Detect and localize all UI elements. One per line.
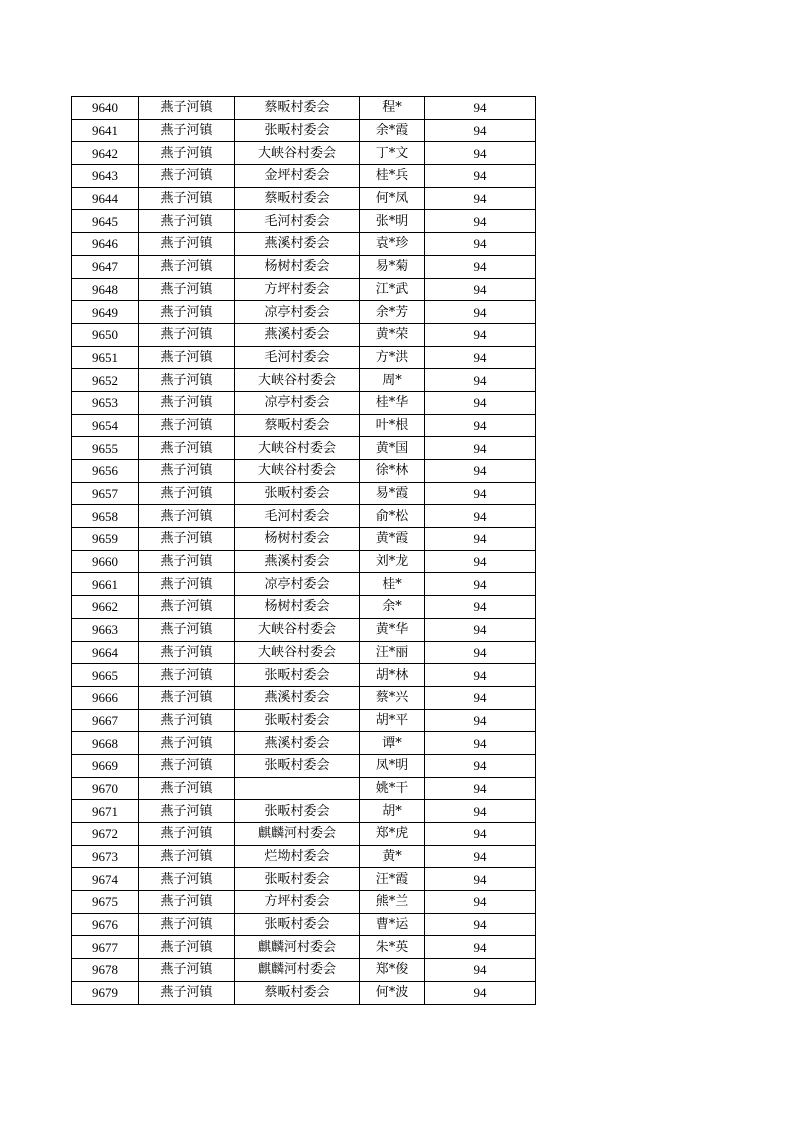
value-cell: 94 bbox=[425, 823, 536, 846]
table-row bbox=[72, 165, 536, 188]
row-number-cell: 9658 bbox=[72, 505, 139, 528]
row-number-cell: 9647 bbox=[72, 255, 139, 278]
value-cell: 94 bbox=[425, 777, 536, 800]
village-cell: 蔡畈村委会 bbox=[235, 981, 360, 1004]
village-cell: 烂坳村委会 bbox=[235, 845, 360, 868]
town-cell: 燕子河镇 bbox=[139, 959, 235, 982]
village-cell: 张畈村委会 bbox=[235, 709, 360, 732]
row-number-cell: 9641 bbox=[72, 119, 139, 142]
name-cell: 汪*霞 bbox=[360, 868, 425, 891]
village-cell: 大峡谷村委会 bbox=[235, 369, 360, 392]
table-row bbox=[72, 460, 536, 483]
town-cell: 燕子河镇 bbox=[139, 119, 235, 142]
row-number-cell: 9669 bbox=[72, 754, 139, 777]
town-cell: 燕子河镇 bbox=[139, 460, 235, 483]
table-row bbox=[72, 800, 536, 823]
village-cell bbox=[235, 777, 360, 800]
village-cell: 金坪村委会 bbox=[235, 165, 360, 188]
name-cell: 黄*国 bbox=[360, 437, 425, 460]
value-cell: 94 bbox=[425, 709, 536, 732]
row-number-cell: 9663 bbox=[72, 618, 139, 641]
village-cell: 杨树村委会 bbox=[235, 596, 360, 619]
value-cell: 94 bbox=[425, 460, 536, 483]
table-row bbox=[72, 664, 536, 687]
row-number-cell: 9644 bbox=[72, 187, 139, 210]
name-cell: 郑*俊 bbox=[360, 959, 425, 982]
town-cell: 燕子河镇 bbox=[139, 414, 235, 437]
table-row bbox=[72, 732, 536, 755]
row-number-cell: 9676 bbox=[72, 913, 139, 936]
table-row bbox=[72, 255, 536, 278]
village-cell: 麒麟河村委会 bbox=[235, 936, 360, 959]
row-number-cell: 9675 bbox=[72, 891, 139, 914]
table-row bbox=[72, 777, 536, 800]
name-cell: 何*波 bbox=[360, 981, 425, 1004]
name-cell: 朱*英 bbox=[360, 936, 425, 959]
town-cell: 燕子河镇 bbox=[139, 391, 235, 414]
row-number-cell: 9668 bbox=[72, 732, 139, 755]
village-cell: 张畈村委会 bbox=[235, 119, 360, 142]
row-number-cell: 9649 bbox=[72, 301, 139, 324]
table-row bbox=[72, 119, 536, 142]
row-number-cell: 9673 bbox=[72, 845, 139, 868]
village-cell: 毛河村委会 bbox=[235, 210, 360, 233]
village-cell: 麒麟河村委会 bbox=[235, 823, 360, 846]
value-cell: 94 bbox=[425, 391, 536, 414]
town-cell: 燕子河镇 bbox=[139, 346, 235, 369]
town-cell: 燕子河镇 bbox=[139, 800, 235, 823]
village-cell: 张畈村委会 bbox=[235, 664, 360, 687]
village-cell: 张畈村委会 bbox=[235, 913, 360, 936]
table-row bbox=[72, 482, 536, 505]
town-cell: 燕子河镇 bbox=[139, 981, 235, 1004]
row-number-cell: 9659 bbox=[72, 528, 139, 551]
name-cell: 黄*霞 bbox=[360, 528, 425, 551]
village-cell: 燕溪村委会 bbox=[235, 550, 360, 573]
town-cell: 燕子河镇 bbox=[139, 482, 235, 505]
table-row bbox=[72, 505, 536, 528]
value-cell: 94 bbox=[425, 187, 536, 210]
table-row bbox=[72, 981, 536, 1004]
row-number-cell: 9672 bbox=[72, 823, 139, 846]
table-row bbox=[72, 845, 536, 868]
town-cell: 燕子河镇 bbox=[139, 868, 235, 891]
table-row bbox=[72, 142, 536, 165]
town-cell: 燕子河镇 bbox=[139, 550, 235, 573]
name-cell: 余* bbox=[360, 596, 425, 619]
name-cell: 余*芳 bbox=[360, 301, 425, 324]
village-cell: 燕溪村委会 bbox=[235, 323, 360, 346]
village-cell: 杨树村委会 bbox=[235, 255, 360, 278]
table-row bbox=[72, 959, 536, 982]
table-body bbox=[72, 97, 536, 1005]
name-cell: 汪*丽 bbox=[360, 641, 425, 664]
row-number-cell: 9653 bbox=[72, 391, 139, 414]
name-cell: 凤*明 bbox=[360, 754, 425, 777]
name-cell: 易*霞 bbox=[360, 482, 425, 505]
name-cell: 周* bbox=[360, 369, 425, 392]
town-cell: 燕子河镇 bbox=[139, 233, 235, 256]
village-cell: 燕溪村委会 bbox=[235, 686, 360, 709]
row-number-cell: 9654 bbox=[72, 414, 139, 437]
value-cell: 94 bbox=[425, 618, 536, 641]
row-number-cell: 9650 bbox=[72, 323, 139, 346]
value-cell: 94 bbox=[425, 255, 536, 278]
value-cell: 94 bbox=[425, 528, 536, 551]
town-cell: 燕子河镇 bbox=[139, 754, 235, 777]
table-row bbox=[72, 346, 536, 369]
value-cell: 94 bbox=[425, 505, 536, 528]
table-row bbox=[72, 97, 536, 120]
value-cell: 94 bbox=[425, 301, 536, 324]
town-cell: 燕子河镇 bbox=[139, 255, 235, 278]
town-cell: 燕子河镇 bbox=[139, 777, 235, 800]
village-cell: 张畈村委会 bbox=[235, 868, 360, 891]
town-cell: 燕子河镇 bbox=[139, 709, 235, 732]
village-cell: 凉亭村委会 bbox=[235, 301, 360, 324]
value-cell: 94 bbox=[425, 573, 536, 596]
village-cell: 大峡谷村委会 bbox=[235, 641, 360, 664]
table-row bbox=[72, 414, 536, 437]
table-row bbox=[72, 550, 536, 573]
name-cell: 蔡*兴 bbox=[360, 686, 425, 709]
row-number-cell: 9670 bbox=[72, 777, 139, 800]
value-cell: 94 bbox=[425, 664, 536, 687]
town-cell: 燕子河镇 bbox=[139, 142, 235, 165]
town-cell: 燕子河镇 bbox=[139, 278, 235, 301]
value-cell: 94 bbox=[425, 210, 536, 233]
table-row bbox=[72, 369, 536, 392]
name-cell: 俞*松 bbox=[360, 505, 425, 528]
table-row bbox=[72, 596, 536, 619]
village-cell: 燕溪村委会 bbox=[235, 233, 360, 256]
row-number-cell: 9645 bbox=[72, 210, 139, 233]
town-cell: 燕子河镇 bbox=[139, 528, 235, 551]
row-number-cell: 9677 bbox=[72, 936, 139, 959]
table-row bbox=[72, 891, 536, 914]
table-row bbox=[72, 618, 536, 641]
village-cell: 蔡畈村委会 bbox=[235, 187, 360, 210]
village-cell: 大峡谷村委会 bbox=[235, 618, 360, 641]
row-number-cell: 9664 bbox=[72, 641, 139, 664]
value-cell: 94 bbox=[425, 891, 536, 914]
name-cell: 余*霞 bbox=[360, 119, 425, 142]
name-cell: 徐*林 bbox=[360, 460, 425, 483]
name-cell: 姚*干 bbox=[360, 777, 425, 800]
village-cell: 蔡畈村委会 bbox=[235, 97, 360, 120]
name-cell: 桂* bbox=[360, 573, 425, 596]
name-cell: 易*菊 bbox=[360, 255, 425, 278]
village-cell: 燕溪村委会 bbox=[235, 732, 360, 755]
town-cell: 燕子河镇 bbox=[139, 97, 235, 120]
village-cell: 方坪村委会 bbox=[235, 891, 360, 914]
value-cell: 94 bbox=[425, 482, 536, 505]
table-row bbox=[72, 754, 536, 777]
row-number-cell: 9646 bbox=[72, 233, 139, 256]
row-number-cell: 9643 bbox=[72, 165, 139, 188]
village-cell: 毛河村委会 bbox=[235, 346, 360, 369]
table-row bbox=[72, 528, 536, 551]
name-cell: 谭* bbox=[360, 732, 425, 755]
village-cell: 麒麟河村委会 bbox=[235, 959, 360, 982]
name-cell: 袁*珍 bbox=[360, 233, 425, 256]
value-cell: 94 bbox=[425, 868, 536, 891]
row-number-cell: 9674 bbox=[72, 868, 139, 891]
town-cell: 燕子河镇 bbox=[139, 596, 235, 619]
table-row bbox=[72, 686, 536, 709]
row-number-cell: 9660 bbox=[72, 550, 139, 573]
table-row bbox=[72, 187, 536, 210]
value-cell: 94 bbox=[425, 346, 536, 369]
table-row bbox=[72, 709, 536, 732]
row-number-cell: 9642 bbox=[72, 142, 139, 165]
village-cell: 凉亭村委会 bbox=[235, 573, 360, 596]
value-cell: 94 bbox=[425, 981, 536, 1004]
value-cell: 94 bbox=[425, 800, 536, 823]
table-row bbox=[72, 641, 536, 664]
value-cell: 94 bbox=[425, 845, 536, 868]
row-number-cell: 9662 bbox=[72, 596, 139, 619]
row-number-cell: 9666 bbox=[72, 686, 139, 709]
value-cell: 94 bbox=[425, 641, 536, 664]
value-cell: 94 bbox=[425, 97, 536, 120]
village-cell: 张畈村委会 bbox=[235, 482, 360, 505]
value-cell: 94 bbox=[425, 596, 536, 619]
value-cell: 94 bbox=[425, 119, 536, 142]
village-cell: 张畈村委会 bbox=[235, 800, 360, 823]
village-cell: 张畈村委会 bbox=[235, 754, 360, 777]
table-row bbox=[72, 437, 536, 460]
row-number-cell: 9655 bbox=[72, 437, 139, 460]
town-cell: 燕子河镇 bbox=[139, 165, 235, 188]
village-cell: 杨树村委会 bbox=[235, 528, 360, 551]
town-cell: 燕子河镇 bbox=[139, 369, 235, 392]
village-cell: 方坪村委会 bbox=[235, 278, 360, 301]
town-cell: 燕子河镇 bbox=[139, 323, 235, 346]
name-cell: 黄*荣 bbox=[360, 323, 425, 346]
village-cell: 大峡谷村委会 bbox=[235, 460, 360, 483]
town-cell: 燕子河镇 bbox=[139, 891, 235, 914]
town-cell: 燕子河镇 bbox=[139, 437, 235, 460]
row-number-cell: 9657 bbox=[72, 482, 139, 505]
village-cell: 大峡谷村委会 bbox=[235, 437, 360, 460]
value-cell: 94 bbox=[425, 913, 536, 936]
value-cell: 94 bbox=[425, 369, 536, 392]
name-cell: 江*武 bbox=[360, 278, 425, 301]
name-cell: 桂*兵 bbox=[360, 165, 425, 188]
value-cell: 94 bbox=[425, 959, 536, 982]
row-number-cell: 9656 bbox=[72, 460, 139, 483]
name-cell: 丁*文 bbox=[360, 142, 425, 165]
table-row bbox=[72, 278, 536, 301]
village-cell: 毛河村委会 bbox=[235, 505, 360, 528]
value-cell: 94 bbox=[425, 550, 536, 573]
table-row bbox=[72, 823, 536, 846]
town-cell: 燕子河镇 bbox=[139, 686, 235, 709]
name-cell: 曹*运 bbox=[360, 913, 425, 936]
value-cell: 94 bbox=[425, 142, 536, 165]
name-cell: 张*明 bbox=[360, 210, 425, 233]
value-cell: 94 bbox=[425, 165, 536, 188]
town-cell: 燕子河镇 bbox=[139, 301, 235, 324]
name-cell: 胡*平 bbox=[360, 709, 425, 732]
name-cell: 黄* bbox=[360, 845, 425, 868]
row-number-cell: 9661 bbox=[72, 573, 139, 596]
name-cell: 程* bbox=[360, 97, 425, 120]
value-cell: 94 bbox=[425, 414, 536, 437]
row-number-cell: 9651 bbox=[72, 346, 139, 369]
name-cell: 何*凤 bbox=[360, 187, 425, 210]
name-cell: 方*洪 bbox=[360, 346, 425, 369]
table-row bbox=[72, 913, 536, 936]
town-cell: 燕子河镇 bbox=[139, 641, 235, 664]
name-cell: 郑*虎 bbox=[360, 823, 425, 846]
town-cell: 燕子河镇 bbox=[139, 505, 235, 528]
value-cell: 94 bbox=[425, 936, 536, 959]
value-cell: 94 bbox=[425, 754, 536, 777]
value-cell: 94 bbox=[425, 686, 536, 709]
town-cell: 燕子河镇 bbox=[139, 618, 235, 641]
town-cell: 燕子河镇 bbox=[139, 823, 235, 846]
table-row bbox=[72, 301, 536, 324]
row-number-cell: 9671 bbox=[72, 800, 139, 823]
row-number-cell: 9648 bbox=[72, 278, 139, 301]
row-number-cell: 9652 bbox=[72, 369, 139, 392]
town-cell: 燕子河镇 bbox=[139, 187, 235, 210]
village-cell: 大峡谷村委会 bbox=[235, 142, 360, 165]
name-cell: 胡*林 bbox=[360, 664, 425, 687]
table-row bbox=[72, 323, 536, 346]
town-cell: 燕子河镇 bbox=[139, 664, 235, 687]
town-cell: 燕子河镇 bbox=[139, 913, 235, 936]
name-cell: 刘*龙 bbox=[360, 550, 425, 573]
row-number-cell: 9667 bbox=[72, 709, 139, 732]
row-number-cell: 9678 bbox=[72, 959, 139, 982]
row-number-cell: 9640 bbox=[72, 97, 139, 120]
village-cell: 凉亭村委会 bbox=[235, 391, 360, 414]
table-row bbox=[72, 868, 536, 891]
value-cell: 94 bbox=[425, 437, 536, 460]
row-number-cell: 9679 bbox=[72, 981, 139, 1004]
value-cell: 94 bbox=[425, 732, 536, 755]
name-cell: 黄*华 bbox=[360, 618, 425, 641]
town-cell: 燕子河镇 bbox=[139, 573, 235, 596]
name-cell: 桂*华 bbox=[360, 391, 425, 414]
town-cell: 燕子河镇 bbox=[139, 210, 235, 233]
table-row bbox=[72, 573, 536, 596]
town-cell: 燕子河镇 bbox=[139, 936, 235, 959]
name-cell: 胡* bbox=[360, 800, 425, 823]
value-cell: 94 bbox=[425, 233, 536, 256]
table-row bbox=[72, 936, 536, 959]
table-row bbox=[72, 233, 536, 256]
row-number-cell: 9665 bbox=[72, 664, 139, 687]
value-cell: 94 bbox=[425, 323, 536, 346]
village-cell: 蔡畈村委会 bbox=[235, 414, 360, 437]
town-cell: 燕子河镇 bbox=[139, 732, 235, 755]
table-row bbox=[72, 210, 536, 233]
data-table bbox=[71, 96, 536, 1005]
value-cell: 94 bbox=[425, 278, 536, 301]
name-cell: 叶*根 bbox=[360, 414, 425, 437]
table-row bbox=[72, 391, 536, 414]
town-cell: 燕子河镇 bbox=[139, 845, 235, 868]
name-cell: 熊*兰 bbox=[360, 891, 425, 914]
